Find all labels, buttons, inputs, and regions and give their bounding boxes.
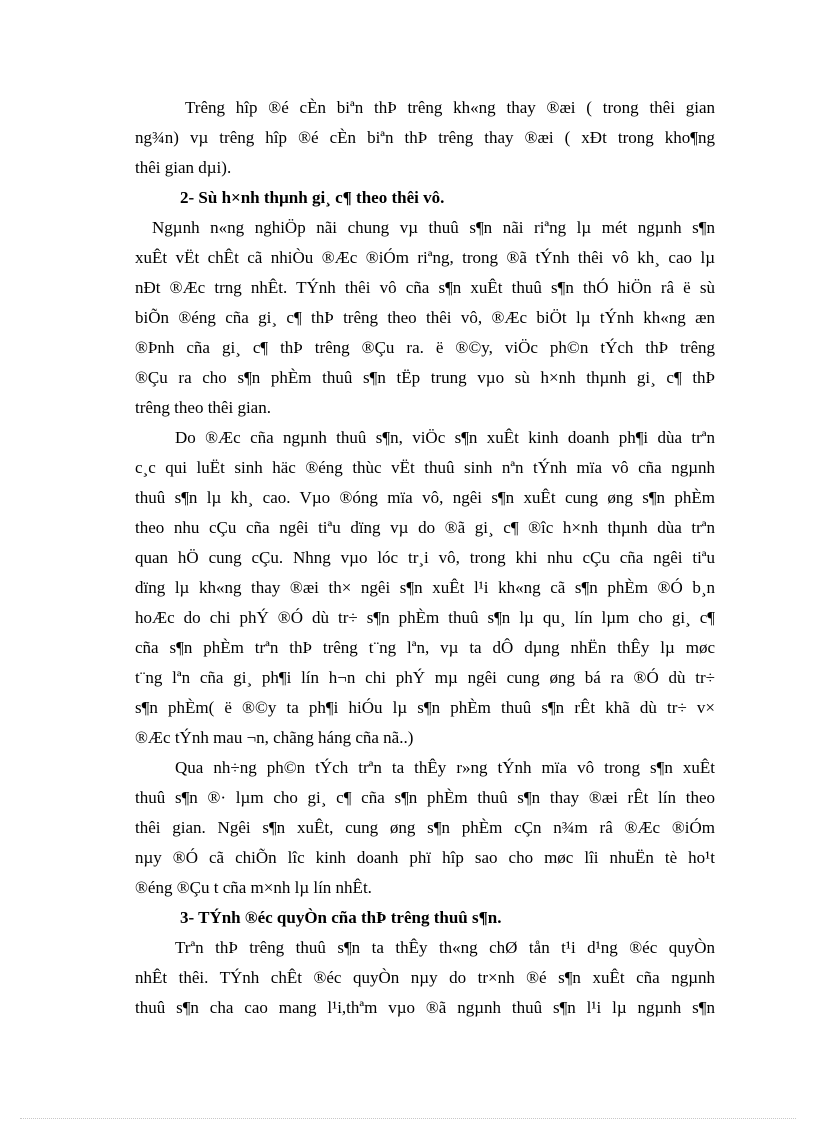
text-line: Qua nh÷ng ph©n tÝch trªn ta thÊy r»ng tÝnh mïa vô trong s¶n xuÊt <box>175 758 715 777</box>
text-line: s¶n phÈm( ë ®©y ta ph¶i hiÓu lµ s¶n phÈm thuû s¶n rÊt khã dù tr÷ v× <box>135 698 715 717</box>
section-heading: 2- Sù h×nh thµnh gi¸ c¶ theo thêi vô. <box>180 188 445 207</box>
text-line: Trêng hîp ®é cÈn biªn thÞ trêng kh«ng thay ®æi ( trong thêi gian <box>185 98 715 117</box>
text-line: theo nhu cÇu cña ngêi tiªu dïng vµ do ®ã gi¸ c¶ ®îc h×nh thµnh dùa trªn <box>135 518 715 537</box>
text-line: ng¾n) vµ trêng hîp ®é cÈn biªn thÞ trêng thay ®æi ( xÐt trong kho¶ng <box>135 128 715 147</box>
text-line: xuÊt vËt chÊt cã nhiÒu ®Æc ®iÓm riªng, trong ®ã tÝnh thêi vô kh¸ cao lµ <box>135 248 715 267</box>
text-line: thuû s¶n cha cao mang l¹i,thªm vµo ®ã ngµnh thuû s¶n l¹i lµ ngµnh s¶n <box>135 998 715 1017</box>
text-line: nÐt ®Æc trng nhÊt. TÝnh thêi vô cña s¶n xuÊt thuû s¶n thÓ hiÖn râ ë sù <box>135 278 715 297</box>
text-line: thêi gian dµi). <box>135 158 232 177</box>
text-line: dïng lµ kh«ng thay ®æi th× ngêi s¶n xuÊt l¹i kh«ng cã s¶n phÈm ®Ó b¸n <box>135 578 715 597</box>
text-line: ®Çu ra cho s¶n phÈm thuû s¶n tËp trung vµo sù h×nh thµnh gi¸ c¶ thÞ <box>135 368 715 387</box>
document-page <box>135 93 715 1023</box>
page-bottom-divider <box>20 1118 796 1119</box>
text-line: nhÊt thêi. TÝnh chÊt ®éc quyÒn nµy do tr×nh ®é s¶n xuÊt cña ngµnh <box>135 968 715 987</box>
text-line: Trªn thÞ trêng thuû s¶n ta thÊy th«ng chØ tån t¹i d¹ng ®éc quyÒn <box>175 938 715 957</box>
text-line: trêng theo thêi gian. <box>135 398 271 417</box>
text-line: ®Æc tÝnh mau ¬n, chãng háng cña nã..) <box>135 728 414 747</box>
text-line: c¸c qui luËt sinh häc ®éng thùc vËt thuû sinh nªn tÝnh mïa vô cña ngµnh <box>135 458 715 477</box>
text-line: thêi gian. Ngêi s¶n xuÊt, cung øng s¶n phÈm cÇn n¾m râ ®Æc ®iÓm <box>135 818 715 837</box>
text-line: thuû s¶n lµ kh¸ cao. Vµo ®óng mïa vô, ngêi s¶n xuÊt cung øng s¶n phÈm <box>135 488 715 507</box>
text-line: Ngµnh n«ng nghiÖp nãi chung vµ thuû s¶n nãi riªng lµ mét ngµnh s¶n <box>152 218 715 237</box>
text-line: thuû s¶n ®· lµm cho gi¸ c¶ cña s¶n phÈm thuû s¶n thay ®æi rÊt lín theo <box>135 788 715 807</box>
text-line: quan hÖ cung cÇu. Nhng vµo lóc tr¸i vô, trong khi nhu cÇu cña ngêi tiªu <box>135 548 715 567</box>
text-line: cña s¶n phÈm trªn thÞ trêng t¨ng lªn, vµ ta dÔ dµng nhËn thÊy lµ møc <box>135 638 715 657</box>
text-line: nµy ®Ó cã chiÕn lîc kinh doanh phï hîp sao cho møc lîi nhuËn tè ho¹t <box>135 848 715 867</box>
text-line: biÕn ®éng cña gi¸ c¶ thÞ trêng theo thêi vô, ®Æc biÖt lµ tÝnh kh«ng æn <box>135 308 715 327</box>
text-line: hoÆc do chi phÝ ®Ó dù tr÷ s¶n phÈm thuû s¶n lµ qu¸ lín lµm cho gi¸ c¶ <box>135 608 715 627</box>
section-heading: 3- TÝnh ®éc quyÒn cña thÞ trêng thuû s¶n. <box>180 908 502 927</box>
text-line: ®Þnh cña gi¸ c¶ thÞ trêng ®Çu ra. ë ®©y, viÖc ph©n tÝch thÞ trêng <box>135 338 715 357</box>
text-line: ®éng ®Çu t cña m×nh lµ lín nhÊt. <box>135 878 372 897</box>
text-line: Do ®Æc cña ngµnh thuû s¶n, viÖc s¶n xuÊt kinh doanh ph¶i dùa trªn <box>175 428 715 447</box>
text-line: t¨ng lªn cña gi¸ ph¶i lín h¬n chi phÝ mµ ngêi cung øng bá ra ®Ó dù tr÷ <box>135 668 715 687</box>
